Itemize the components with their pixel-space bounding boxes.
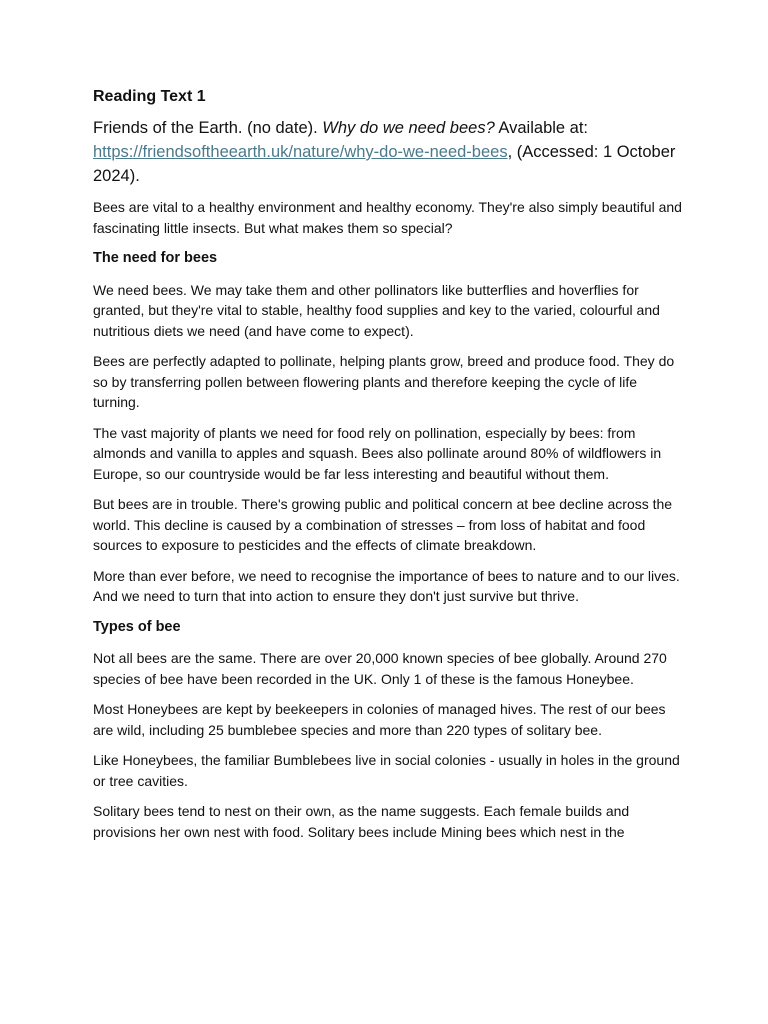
paragraph: Like Honeybees, the familiar Bumblebees live in social colonies - usually in holes in the ground or tree cavities. [93, 752, 680, 789]
document-page [93, 86, 683, 852]
paragraph: But bees are in trouble. There's growing public and political concern at bee decline across the world. This decline is caused by a combination of stresses – from loss of habitat and food sources to exposure to pesticides and the effects of climate breakdown. [93, 496, 673, 553]
paragraph: We need bees. We may take them and other pollinators like butterflies and hoverflies for granted, but they're vital to stable, healthy food supplies and key to the varied, colourful and nutritious diets we need (and have come to expect). [93, 281, 660, 339]
intro-paragraph: Bees are vital to a healthy environment and healthy economy. They're also simply beautiful and fascinating little insects. But what makes them so special? [93, 199, 682, 236]
paragraph: Not all bees are the same. There are over 20,000 known species of bee globally. Around 270 species of bee have been recorded in the UK. Only 1 of these is the famous Honeybee. [93, 650, 667, 687]
citation-title: Why do we need bees? [322, 119, 495, 137]
paragraph: Bees are perfectly adapted to pollinate, helping plants grow, breed and produce food. They do so by transferring pollen between flowering plants and therefore keeping the cycle of life turning. [93, 353, 675, 410]
citation-author: Friends of the Earth. (no date). [93, 119, 323, 137]
citation [93, 116, 683, 188]
section-heading-types-of-bee: Types of bee [93, 618, 181, 635]
citation-accessed: , (Accessed: 1 October 2024). [93, 143, 676, 185]
reading-text-heading: Reading Text 1 [93, 88, 206, 105]
citation-available: Available at: [494, 119, 589, 137]
paragraph: The vast majority of plants we need for food rely on pollination, especially by bees: from almonds and vanilla to apples and squash. Bees also pollinate around 80% of wildflowers in Europe, so our countryside would be far less interesting and beautiful without them. [93, 424, 662, 482]
paragraph: More than ever before, we need to recognise the importance of bees to nature and to our lives. And we need to turn that into action to ensure they don't just survive but thrive. [93, 567, 680, 604]
citation-link[interactable]: https://friendsoftheearth.uk/nature/why-do-we-need-bees [93, 143, 508, 161]
section-heading-need-for-bees: The need for bees [93, 250, 218, 266]
paragraph: Solitary bees tend to nest on their own, as the name suggests. Each female builds and provisions her own nest with food. Solitary bees include Mining bees which nest in the [93, 803, 630, 840]
paragraph: Most Honeybees are kept by beekeepers in colonies of managed hives. The rest of our bees are wild, including 25 bumblebee species and more than 220 types of solitary bee. [93, 701, 666, 738]
